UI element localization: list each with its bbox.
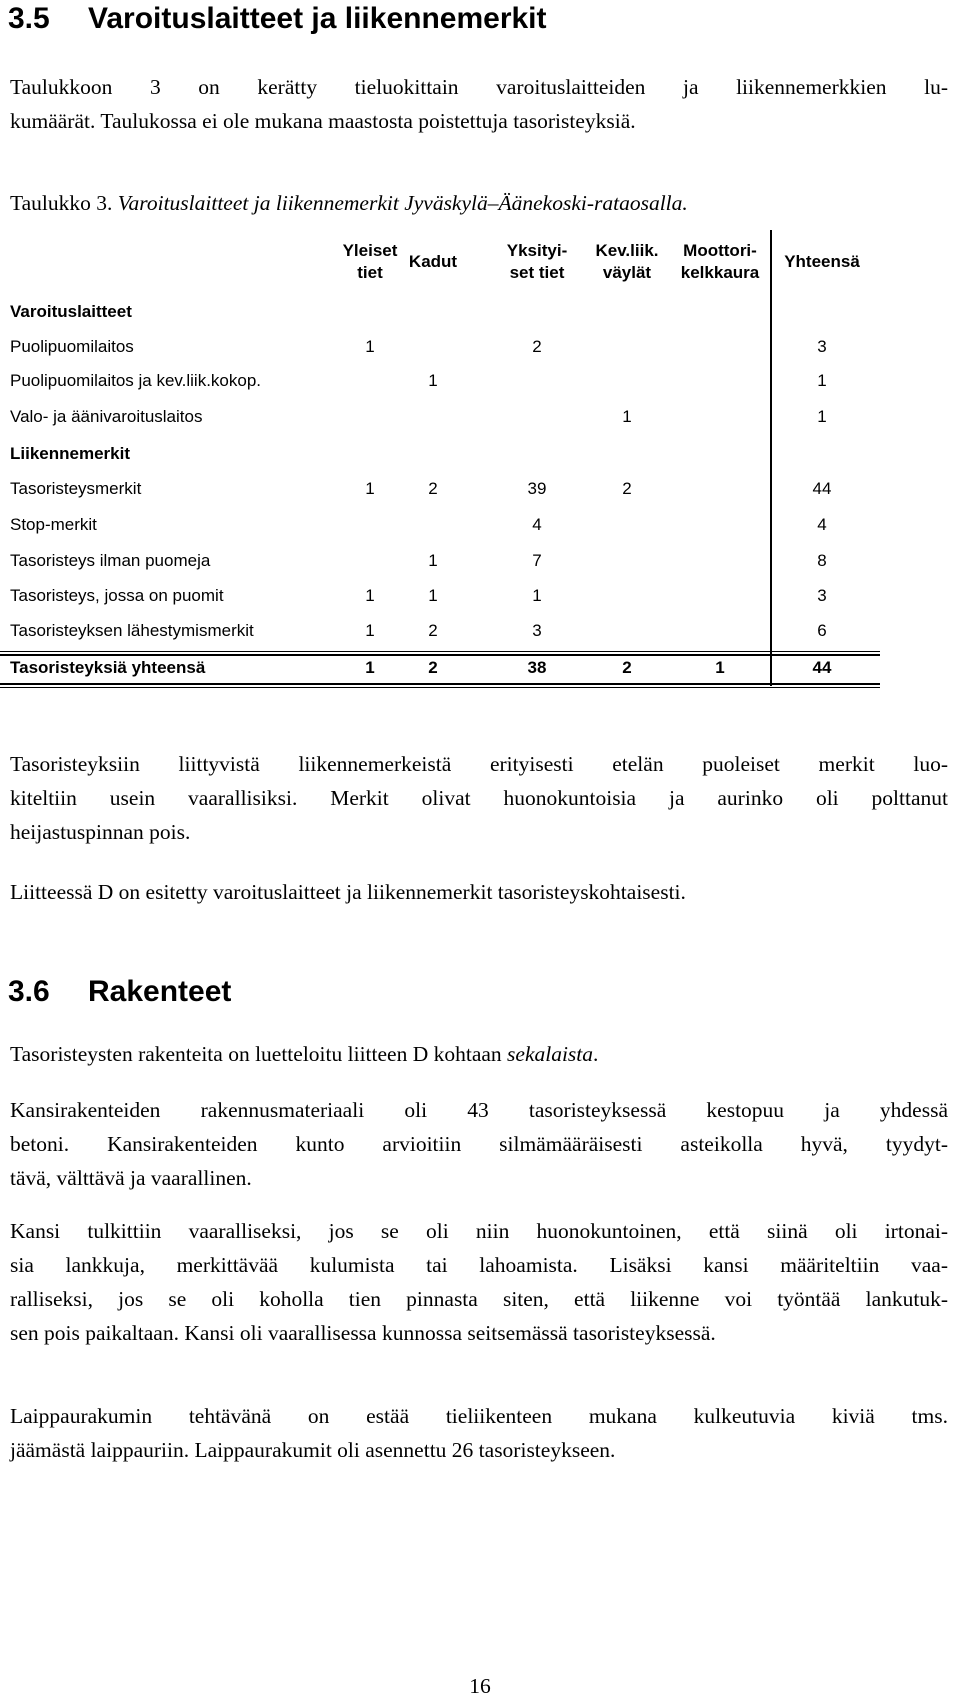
text-line: Tasoristeyksiin liittyvistä liikennemerkeistä erityisesti etelän puoleiset merkit luo- (10, 752, 948, 776)
text-run: Tasoristeysten rakenteita on luetteloitu liitteen D kohtaan (10, 1042, 502, 1066)
text-line: Taulukkoon 3 on kerätty tieluokittain varoituslaitteiden ja liikennemerkkien lu- (10, 75, 948, 99)
italic-term: sekalaista (507, 1042, 594, 1066)
cell-kadut: 2 (428, 621, 438, 640)
row-label: Puolipuomilaitos ja kev.liik.kokop. (10, 371, 262, 390)
cell-yhteensa: 3 (817, 586, 827, 605)
cell-yhteensa: 6 (817, 621, 827, 640)
section-heading-3-6 (8, 975, 231, 1009)
column-divider (770, 230, 772, 686)
row-label: Puolipuomilaitos (10, 337, 134, 356)
total-cell-kevliik: 2 (622, 658, 632, 677)
structures-paragraph-3 (10, 1214, 948, 1350)
structures-paragraph-1: Tasoristeysten rakenteita on luetteloitu liitteen D kohtaan sekalaista. (10, 1042, 599, 1066)
cell-yleiset: 1 (365, 621, 375, 640)
text-line: kiteltiin usein vaarallisiksi. Merkit olivat huonokuntoisia ja aurinko oli polttanut (10, 786, 948, 810)
signs-paragraph (10, 747, 948, 849)
cell-yhteensa: 4 (817, 515, 827, 534)
warning-devices-table (0, 230, 960, 750)
table-caption-title: Varoituslaitteet ja liikennemerkit Jyväskylä–Äänekoski-rataosalla. (117, 191, 688, 215)
text-line: kumäärät. Taulukossa ei ole mukana maastosta poistettuja tasoristeyksiä. (10, 109, 636, 133)
row-label: Valo- ja äänivaroituslaitos (10, 407, 203, 426)
total-cell-moottori: 1 (715, 658, 725, 677)
intro-paragraph (10, 70, 948, 138)
row-label: Tasoristeysmerkit (10, 479, 142, 498)
total-row-label: Tasoristeyksiä yhteensä (10, 658, 206, 677)
cell-kadut: 1 (428, 371, 438, 390)
total-cell-yksityiset: 38 (527, 658, 547, 677)
text-line: sia lankkuja, merkittävää kulumista tai lahoamista. Lisäksi kansi määriteltiin vaa- (10, 1253, 948, 1277)
header-yleiset: Yleiset tiet (342, 241, 398, 282)
group-label-liikennemerkit: Liikennemerkit (10, 444, 130, 463)
cell-yhteensa: 3 (817, 337, 827, 356)
text-line: sen pois paikaltaan. Kansi oli vaarallisessa kunnossa seitsemässä tasoristeyksessä. (10, 1321, 716, 1345)
cell-yksityiset: 2 (532, 337, 542, 356)
row-label: Tasoristeys, jossa on puomit (10, 586, 224, 605)
text-line: ralliseksi, jos se oli koholla tien pinnasta siten, että liikenne voi työntää lankutuk- (10, 1287, 948, 1311)
cell-yksityiset: 3 (532, 621, 542, 640)
structures-paragraph-4 (10, 1399, 948, 1467)
cell-yksityiset: 39 (527, 479, 547, 498)
cell-kevliik: 1 (622, 407, 632, 426)
cell-yleiset: 1 (365, 586, 375, 605)
cell-yhteensa: 1 (817, 407, 827, 426)
header-kadut: Kadut (408, 252, 458, 271)
row-label: Tasoristeyksen lähestymismerkit (10, 621, 254, 640)
header-yhteensa: Yhteensä (784, 252, 860, 271)
total-rule-top (0, 651, 880, 652)
cell-yhteensa: 1 (817, 371, 827, 390)
section-number: 3.6 (8, 975, 50, 1008)
total-rule-top-thick (0, 654, 880, 656)
section-title: Varoituslaitteet ja liikennemerkit (88, 2, 547, 35)
cell-kadut: 1 (428, 586, 438, 605)
cell-yhteensa: 44 (812, 479, 832, 498)
page-number: 16 (469, 1674, 491, 1698)
table-caption (10, 191, 688, 216)
header-yksityiset: Yksityi- set tiet (506, 241, 568, 282)
table-caption-label: Taulukko 3. (10, 191, 113, 215)
total-rule-bottom-thin (0, 687, 880, 688)
text-line: betoni. Kansirakenteiden kunto arvioitiin silmämääräisesti asteikolla hyvä, tyydyt- (10, 1132, 948, 1156)
total-cell-kadut: 2 (428, 658, 438, 677)
text-line: Liitteessä D on esitetty varoituslaitteet ja liikennemerkit tasoristeyskohtaisesti. (10, 880, 686, 904)
cell-yksityiset: 7 (532, 551, 542, 570)
text-line: Laippaurakumin tehtävänä on estää tieliikenteen mukana kulkeutuvia kiviä tms. (10, 1404, 948, 1428)
text-line: Kansirakenteiden rakennusmateriaali oli 43 tasoristeyksessä kestopuu ja yhdessä (10, 1098, 948, 1122)
cell-yhteensa: 8 (817, 551, 827, 570)
total-cell-yhteensa: 44 (812, 658, 832, 677)
header-moottori: Moottori- kelkkaura (680, 241, 760, 282)
section-title: Rakenteet (88, 975, 232, 1008)
cell-yleiset: 1 (365, 479, 375, 498)
structures-paragraph-2 (10, 1093, 948, 1195)
section-heading-3-5 (8, 2, 547, 36)
cell-kadut: 1 (428, 551, 438, 570)
group-label-varoituslaitteet: Varoituslaitteet (10, 302, 132, 321)
cell-kevliik: 2 (622, 479, 632, 498)
text-line: Kansi tulkittiin vaaralliseksi, jos se oli niin huonokuntoinen, että siinä oli irtonai- (10, 1219, 948, 1243)
appendix-paragraph (10, 875, 948, 909)
header-kevliik: Kev.liik. väylät (595, 241, 659, 282)
cell-yleiset: 1 (365, 337, 375, 356)
text-line: tävä, välttävä ja vaarallinen. (10, 1166, 252, 1190)
text-line: jäämästä laippauriin. Laippaurakumit oli asennettu 26 tasoristeykseen. (10, 1438, 616, 1462)
total-rule-bottom (0, 683, 880, 685)
row-label: Tasoristeys ilman puomeja (10, 551, 211, 570)
row-label: Stop-merkit (10, 515, 97, 534)
cell-kadut: 2 (428, 479, 438, 498)
section-number: 3.5 (8, 2, 50, 35)
cell-yksityiset: 4 (532, 515, 542, 534)
cell-yksityiset: 1 (532, 586, 542, 605)
total-cell-yleiset: 1 (365, 658, 375, 677)
text-line: heijastuspinnan pois. (10, 820, 191, 844)
